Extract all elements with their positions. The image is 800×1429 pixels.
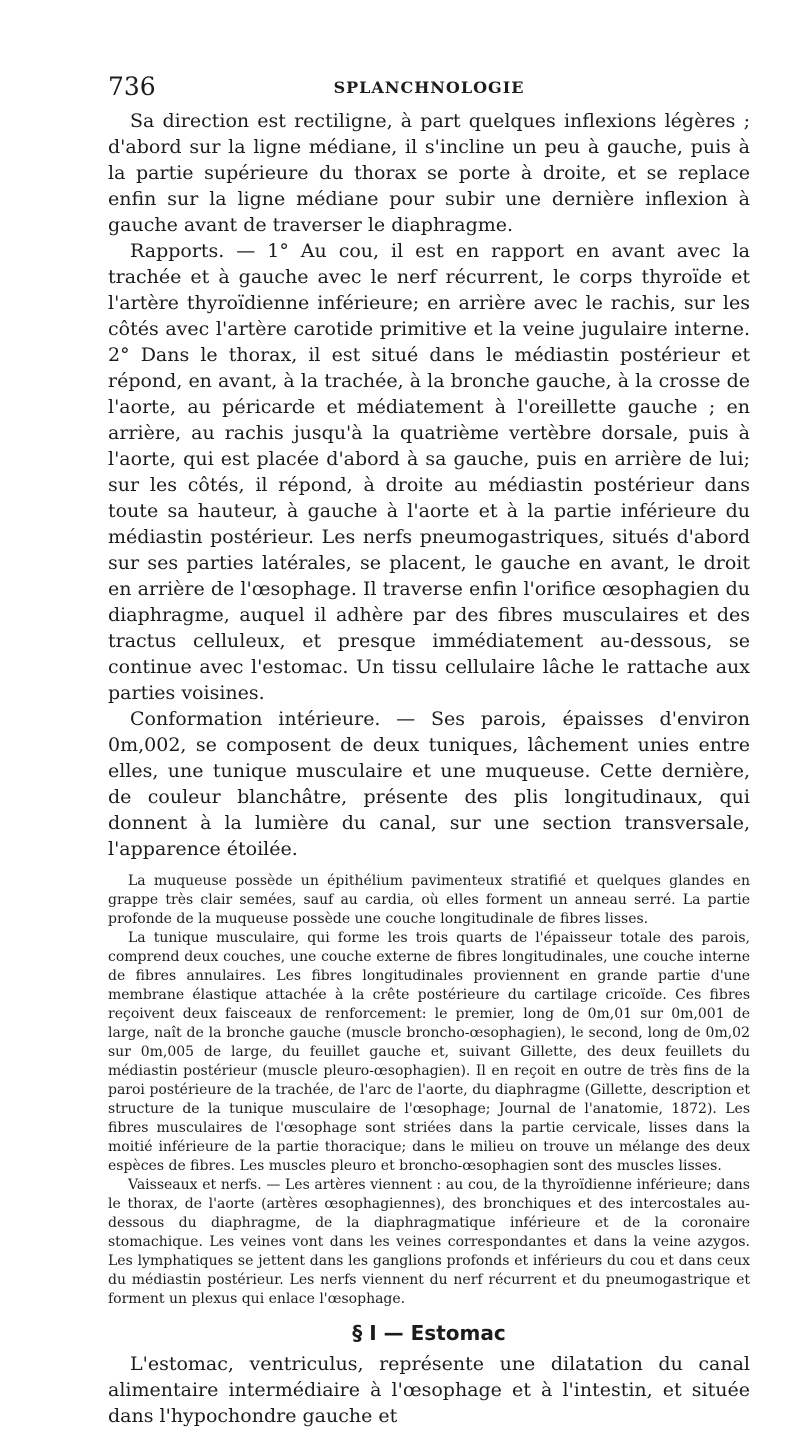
page-number: 736 [108,72,156,101]
paragraph-direction: Sa direction est rectiligne, à part quelques inflexions légères ; d'abord sur la ligne médiane, il s'incline un peu à gauche, puis à la partie supérieure du thorax se porte à droite, et se replace enfin sur la ligne médiane pour subir une dernière inflexion à gauche avant de traverser le diaphragme. [108,110,750,236]
note-vaisseaux-nerfs: Vaisseaux et nerfs. — Les artères viennent : au cou, de la thyroïdienne inférieure; dans le thorax, de l'aorte (artères œsophagiennes), des bronchiques et des intercostales au-dessous du diaphragme, de la diaphragmatique inférieure et de la coronaire stomachique. Les veines vont dans les veines correspondantes et dans la veine azygos. Les lymphatiques se jettent dans les ganglions profonds et inférieurs du cou et dans ceux du médiastin postérieur. Les nerfs viennent du nerf récurrent et du pneumogastrique et forment un plexus qui enlace l'œsophage. [108,1177,750,1307]
small-print-notes [108,872,750,1309]
paragraph-conformation: Conformation intérieure. — Ses parois, épaisses d'environ 0m,002, se composent de deux tuniques, lâchement unies entre elles, une tunique musculaire et une muqueuse. Cette dernière, de couleur blanchâtre, présente des plis longitudinaux, qui donnent à la lumière du canal, sur une section transversale, l'apparence étoilée. [108,708,750,860]
running-title: SPLANCHNOLOGIE [333,78,525,97]
section-heading: § I — Estomac [352,1321,506,1345]
note-tunique-musculaire: La tunique musculaire, qui forme les trois quarts de l'épaisseur totale des parois, comprend deux couches, une couche externe de fibres longitudinales, une couche interne de fibres annulaires. Les fibres longitudinales proviennent en grande partie d'une membrane élastique attachée à la crête postérieure du cartilage cricoïde. Ces fibres reçoivent deux faisceaux de renforcement: le premier, long de 0m,01 sur 0m,001 de large, naît de la bronche gauche (muscle broncho-œsophagien), le second, long de 0m,02 sur 0m,005 de large, du feuillet gauche et, suivant Gillette, des deux feuillets du médiastin postérieur (muscle pleuro-œsophagien). Il en reçoit en outre de très fins de la paroi postérieure de la trachée, de l'arc de l'aorte, du diaphragme (Gillette, description et structure de la tunique musculaire de l'œsophage; Journal de l'anatomie, 1872). Les fibres musculaires de l'œsophage sont striées dans la partie cervicale, lisses dans la moitié inférieure de la partie thoracique; dans le milieu on trouve un mélange des deux espèces de fibres. Les muscles pleuro et broncho-œsophagien sont des muscles lisses. [108,930,750,1174]
paragraph-rapports: Rapports. — 1° Au cou, il est en rapport en avant avec la trachée et à gauche avec le nerf récurrent, le corps thyroïde et l'artère thyroïdienne inférieure; en arrière avec le rachis, sur les côtés avec l'artère carotide primitive et la veine jugulaire interne. 2° Dans le thorax, il est situé dans le médiastin postérieur et répond, en avant, à la trachée, à la bronche gauche, à la crosse de l'aorte, au péricarde et médiatement à l'oreillette gauche ; en arrière, au rachis jusqu'à la quatrième vertèbre dorsale, puis à l'aorte, qui est placée d'abord à sa gauche, puis en arrière de lui; sur les côtés, il répond, à droite au médiastin postérieur dans toute sa hauteur, à gauche à l'aorte et à la partie inférieure du médiastin postérieur. Les nerfs pneumogastriques, situés d'abord sur ses parties latérales, se placent, le gauche en avant, le droit en arrière de l'œsophage. Il traverse enfin l'orifice œsophagien du diaphragme, auquel il adhère par des fibres musculaires et des tractus celluleux, et presque immédiatement au-dessous, se continue avec l'estomac. Un tissu cellulaire lâche le rattache aux parties voisines. [108,240,750,704]
page-header [108,72,750,108]
main-text [108,108,750,862]
estomac-text [108,1351,750,1429]
note-muqueuse: La muqueuse possède un épithélium pavimenteux stratifié et quelques glandes en grappe très clair semées, sauf au cardia, où elles forment un anneau serré. La partie profonde de la muqueuse possède une couche longitudinale de fibres lisses. [108,873,750,927]
paragraph-estomac: L'estomac, ventriculus, représente une dilatation du canal alimentaire intermédiaire à l'œsophage et à l'intestin, et située dans l'hypochondre gauche et [108,1353,750,1427]
